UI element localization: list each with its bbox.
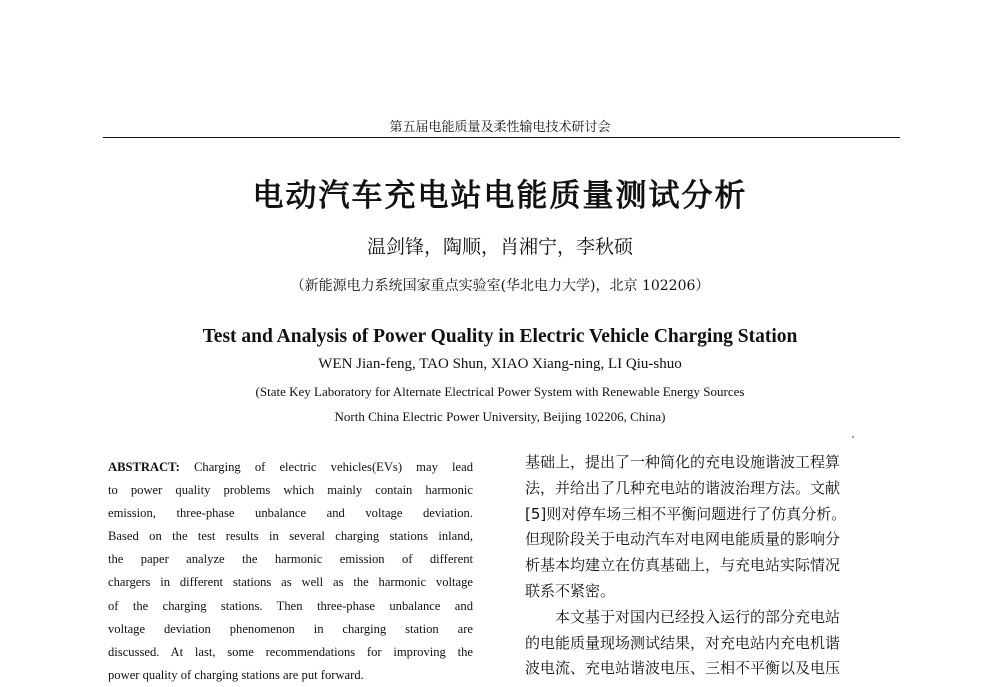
- paper-title-cn: 电动汽车充电站电能质量测试分析: [252, 178, 748, 214]
- body-line: 法，并给出了几种充电站的谐波治理方法。文献: [525, 478, 841, 497]
- affiliation-en-line2: North China Electric Power University, Beijing 102206, China): [334, 409, 666, 424]
- body-line: 联系不紧密。: [525, 581, 616, 600]
- abstract-line: discussed. At last, some recommendations for improving the: [108, 644, 473, 659]
- conference-header: 第五届电能质量及柔性输电技术研讨会: [389, 120, 611, 135]
- body-line: 基础上，提出了一种简化的充电设施谐波工程算: [525, 453, 841, 471]
- abstract-line: ABSTRACT: Charging of electric vehicles(EVs) may lead: [108, 460, 474, 474]
- abstract-label: ABSTRACT:: [108, 460, 180, 474]
- abstract-line: of the charging stations. Then three-phase unbalance and: [108, 598, 473, 613]
- abstract-line: to power quality problems which mainly contain harmonic: [108, 483, 473, 498]
- abstract-column: [108, 456, 473, 687]
- affiliation-en-line1: (State Key Laboratory for Alternate Electrical Power System with Renewable Energy Sources: [255, 384, 745, 399]
- body-line: 波电流、充电站谐波电压、三相不平衡以及电压: [525, 659, 841, 678]
- authors-cn: 温剑锋，陶顺，肖湘宁，李秋硕: [366, 236, 633, 258]
- authors-en: WEN Jian-feng, TAO Shun, XIAO Xiang-ning, LI Qiu-shuo: [318, 356, 682, 372]
- abstract-line: the paper analyze the harmonic emission of different: [108, 552, 473, 567]
- body-line: 但现阶段关于电动汽车对电网电能质量的影响分: [525, 530, 841, 549]
- header-rule: [103, 137, 900, 138]
- abstract-line: emission, three-phase unbalance and voltage deviation.: [108, 506, 473, 521]
- body-line: 的电能质量现场测试结果，对充电站内充电机谐: [525, 633, 841, 652]
- abstract-line: voltage deviation phenomenon in charging station are: [108, 621, 473, 636]
- body-line: 本文基于对国内已经投入运行的部分充电站: [525, 607, 841, 626]
- abstract-line: Based on the test results in several charging stations inland,: [108, 529, 473, 544]
- body-text-column: [525, 450, 890, 682]
- body-line: [5]则对停车场三相不平衡问题进行了仿真分析。: [525, 504, 847, 523]
- scan-speck: [852, 436, 854, 438]
- abstract-line: chargers in different stations as well as the harmonic voltage: [108, 575, 473, 590]
- body-line: 析基本均建立在仿真基础上，与充电站实际情况: [525, 556, 841, 575]
- paper-title-en: Test and Analysis of Power Quality in Electric Vehicle Charging Station: [202, 326, 798, 347]
- abstract-line: power quality of charging stations are put forward.: [108, 667, 364, 682]
- affiliation-cn: （新能源电力系统国家重点实验室(华北电力大学)，北京 102206）: [290, 278, 710, 294]
